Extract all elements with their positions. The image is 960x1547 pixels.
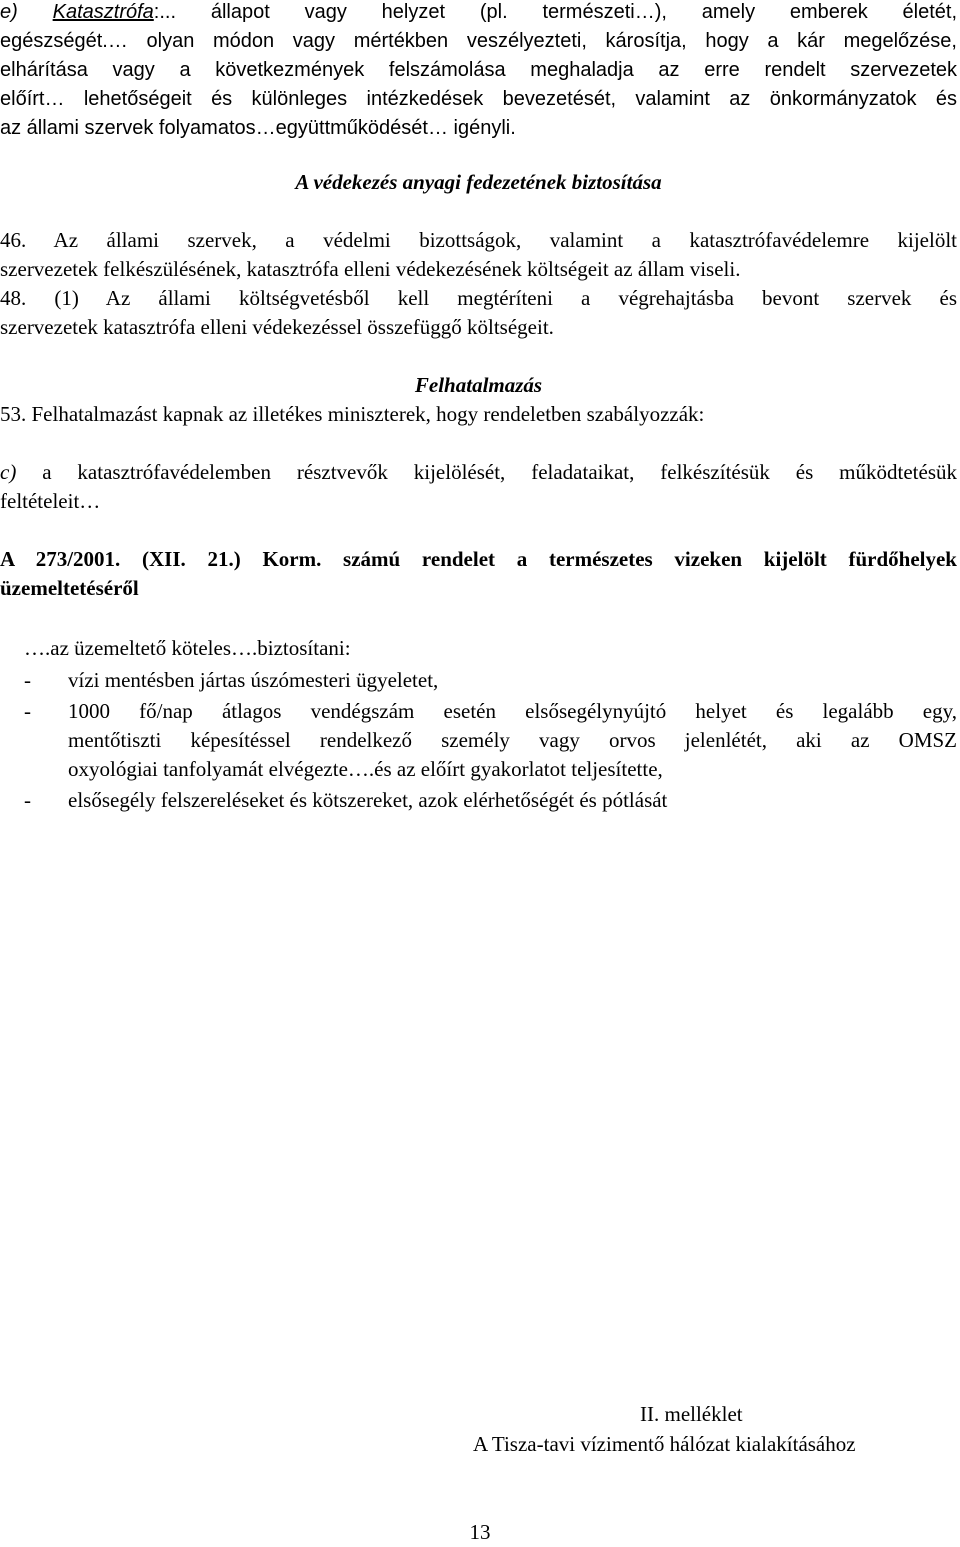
intro-line-1 [0, 0, 957, 27]
intro-line-5: az állami szervek folyamatos…együttműködését… igényli. [0, 117, 516, 139]
section-46-line-2: szervezetek felkészülésének, katasztrófa elleni védekezésének költségeit az állam viseli. [0, 257, 741, 281]
intro-paragraph [0, 0, 957, 143]
clause-c [0, 458, 957, 516]
clause-c-label: c) [0, 460, 17, 484]
decree-item-2-line-2: mentőtiszti képesítéssel rendelkező személy vagy orvos jelenlétét, aki az OMSZ [68, 728, 957, 752]
intro-term: Katasztrófa [52, 1, 154, 23]
intro-line-4: előírt… lehetőségeit és különleges intézkedések bevezetését, valamint az önkormányzatok és [0, 88, 957, 110]
annex-title: A Tisza-tavi vízimentő hálózat kialakításához [473, 1432, 856, 1456]
dash-bullet: - [24, 788, 31, 812]
decree-item-2-line-3: oxyológiai tanfolyamát elvégezte….és az előírt gyakorlatot teljesítette, [68, 757, 663, 781]
dash-bullet: - [24, 699, 31, 723]
decree-item-1-line-1: vízi mentésben jártas úszómesteri ügyeletet, [68, 668, 439, 692]
section-48 [0, 284, 957, 342]
clause-c-line-2: feltételeit… [0, 489, 101, 513]
section-53: 53. Felhatalmazást kapnak az illetékes miniszterek, hogy rendeletben szabályozzák: [0, 402, 705, 426]
page-number: 13 [469, 1520, 491, 1544]
decree-list-item [0, 786, 957, 815]
decree-title-line-2: üzemeltetéséről [0, 576, 139, 600]
decree-item-2-line-1: 1000 fő/nap átlagos vendégszám esetén elsősegélynyújtó helyet és legalább egy, [68, 699, 957, 723]
intro-label: e) [0, 1, 18, 23]
decree-list [0, 666, 957, 815]
section-46-line-1: 46. Az állami szervek, a védelmi bizottságok, valamint a katasztrófavédelemre kijelölt [0, 228, 957, 252]
clause-c-line-1 [0, 458, 957, 487]
decree-list-item [0, 697, 957, 784]
dash-bullet: - [24, 668, 31, 692]
intro-line-3: elhárítása vagy a következmények felszámolása meghaladja az erre rendelt szervezetek [0, 59, 957, 81]
clause-c-text: a katasztrófavédelemben résztvevők kijelölését, feladataikat, felkészítésük és működtetésük [16, 460, 957, 484]
decree-lead: ….az üzemeltető köteles….biztosítani: [24, 636, 351, 660]
section-48-line-2: szervezetek katasztrófa elleni védekezéssel összefüggő költségeit. [0, 315, 554, 339]
decree-title-line-1: A 273/2001. (XII. 21.) Korm. számú rendelet a természetes vizeken kijelölt fürdőhelyek [0, 547, 957, 571]
section-48-line-1: 48. (1) Az állami költségvetésből kell megtéríteni a végrehajtásba bevont szervek és [0, 286, 957, 310]
intro-line-2: egészségét.… olyan módon vagy mértékben veszélyezteti, károsítja, hogy a kár megelőzése, [0, 30, 957, 52]
funding-heading: A védekezés anyagi fedezetének biztosítása [295, 170, 662, 194]
annex-label: II. melléklet [640, 1402, 743, 1426]
decree-item-3-line-1: elsősegély felszereléseket és kötszereket, azok elérhetőségét és pótlását [68, 788, 668, 812]
authorization-heading: Felhatalmazás [414, 373, 543, 397]
decree-title [0, 545, 957, 603]
section-46 [0, 226, 957, 284]
intro-line1-rest: :... állapot vagy helyzet (pl. természeti…), amely emberek életét, [153, 1, 958, 23]
decree-list-item [0, 666, 957, 695]
